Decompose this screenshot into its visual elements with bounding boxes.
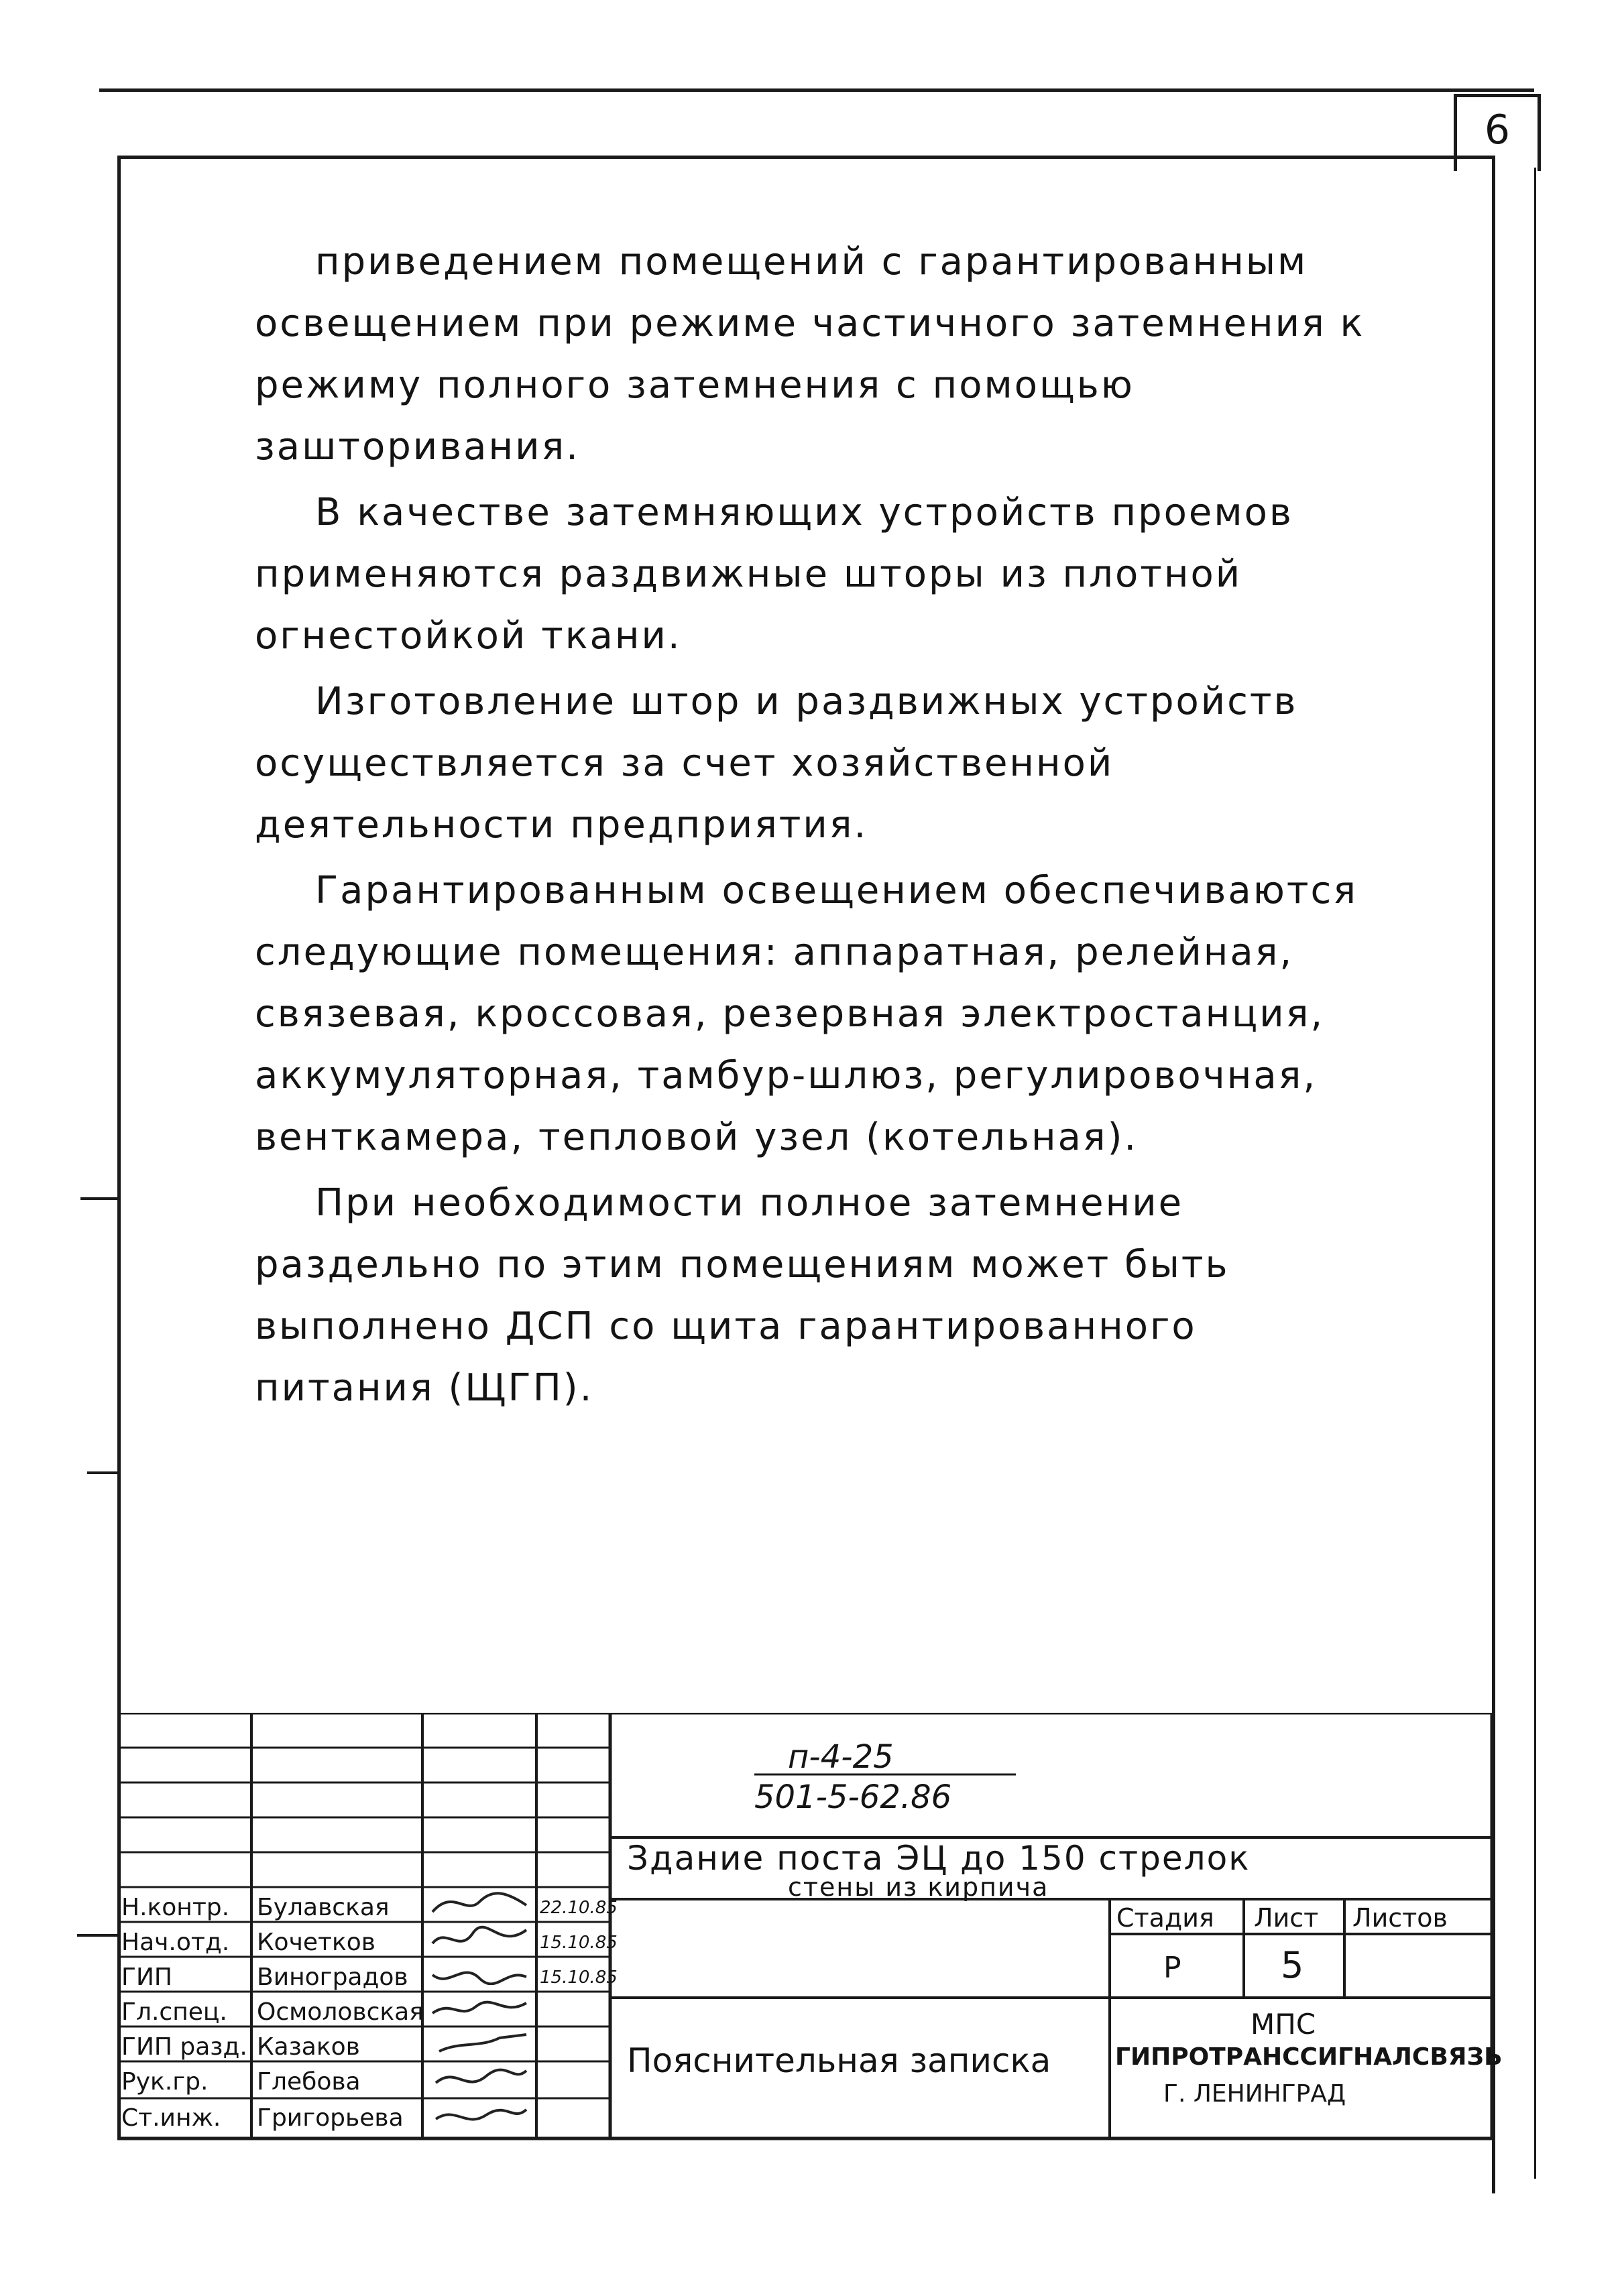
signature-mark — [426, 1993, 533, 2020]
sheet-number-box — [1454, 94, 1541, 171]
scan-mark — [80, 1197, 117, 1200]
paragraph-4: Гарантированным освещением обеспечиваются следующие помещения: аппаратная, релейная, связевая, кроссовая, резервная электростанция, аккумуляторная, тамбур-шлюз, регулировочная, венткамера, тепловой узел (котельная). — [255, 869, 1358, 1159]
signature-mark — [426, 2028, 533, 2055]
building-subtitle: стены из кирпича — [788, 1872, 1049, 1902]
signatory-name: Осмоловская — [257, 1998, 424, 2026]
scan-mark — [87, 1471, 117, 1474]
sheet-value: 5 — [1281, 1944, 1304, 1986]
signatory-role: Рук.гр. — [121, 2068, 209, 2096]
signatory-name: Казаков — [257, 2033, 360, 2061]
project-code-top: п-4-25 — [788, 1738, 894, 1776]
paragraph-5: При необходимости полное затемнение раздельно по этим помещениям может быть выполнено ДСП со щита гарантированного питания (ЩГП). — [255, 1181, 1230, 1410]
signatory-date: 15.10.85 — [540, 1968, 618, 1988]
document-name: Пояснительная записка — [627, 2041, 1051, 2080]
sheet-number: 6 — [1484, 107, 1511, 154]
signature-mark — [426, 1958, 533, 1985]
signatory-role: ГИП разд. — [121, 2033, 247, 2061]
org-line-1: МПС — [1251, 2008, 1316, 2041]
signature-mark — [426, 1888, 533, 1915]
top-border-line — [99, 88, 1534, 92]
title-block — [117, 1713, 1503, 2142]
signatory-name: Григорьева — [257, 2104, 404, 2132]
signature-mark — [426, 2063, 533, 2090]
signature-mark — [426, 2100, 533, 2127]
paragraph-3: Изготовление штор и раздвижных устройств осуществляется за счет хозяйственной деятельности предприятия. — [255, 680, 1298, 847]
scan-mark — [77, 1934, 117, 1937]
signatory-date: 15.10.85 — [540, 1933, 618, 1953]
sheet-header: Лист — [1254, 1903, 1319, 1933]
paragraph-1: приведением помещений с гарантированным освещением при режиме частичного затемнения к режиму полного затемнения с помощью зашторивания. — [255, 240, 1365, 469]
binding-edge-line — [1534, 168, 1536, 2179]
signatory-role: Н.контр. — [121, 1894, 230, 1921]
signatory-name: Виноградов — [257, 1963, 408, 1991]
signatory-role: Гл.спец. — [121, 1998, 227, 2026]
stage-header: Стадия — [1116, 1903, 1214, 1933]
signatory-role: Ст.инж. — [121, 2104, 221, 2132]
signatory-name: Булавская — [257, 1894, 390, 1921]
explanatory-text — [255, 231, 1381, 1423]
signatory-date: 22.10.85 — [540, 1898, 618, 1918]
signatory-name: Кочетков — [257, 1929, 375, 1956]
building-title: Здание поста ЭЦ до 150 стрелок — [627, 1839, 1251, 1878]
org-line-3: Г. ЛЕНИНГРАД — [1163, 2080, 1346, 2108]
paragraph-2: В качестве затемняющих устройств проемов применяются раздвижные шторы из плотной огнестойкой ткани. — [255, 491, 1293, 658]
stage-value: Р — [1163, 1951, 1181, 1985]
signatory-role: Нач.отд. — [121, 1929, 230, 1956]
frame-top-line — [117, 156, 1495, 159]
org-line-2: ГИПРОТРАНССИГНАЛСВЯЗЬ — [1115, 2043, 1503, 2071]
sheets-header: Листов — [1352, 1903, 1448, 1933]
project-code-bottom: 501-5-62.86 — [754, 1778, 952, 1816]
signatory-name: Глебова — [257, 2068, 361, 2096]
signatory-role: ГИП — [121, 1963, 172, 1991]
signature-mark — [426, 1923, 533, 1950]
